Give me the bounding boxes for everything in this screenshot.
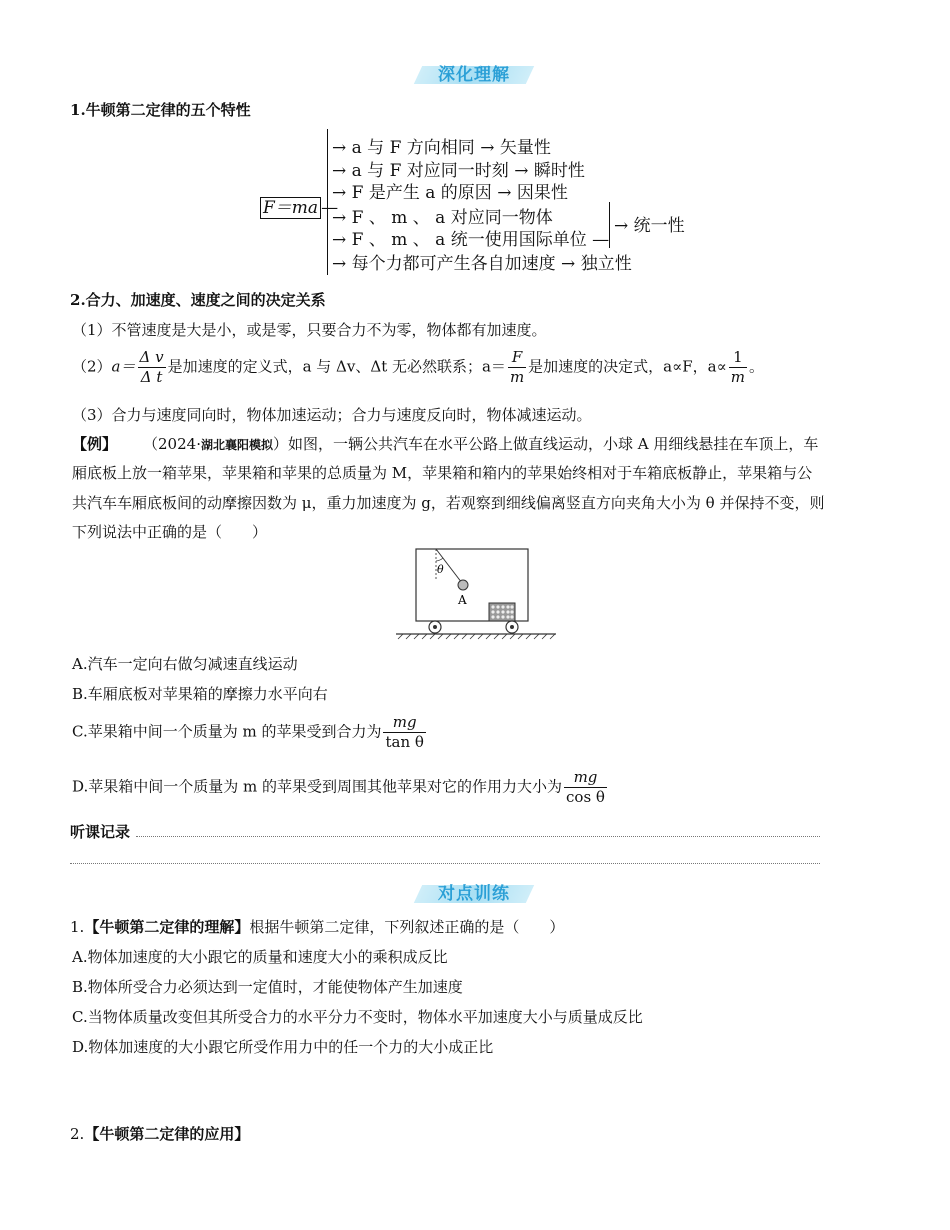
question-number: 1. [70, 918, 85, 936]
example-option-c[interactable] [72, 713, 428, 752]
notes-line-2[interactable] [70, 863, 820, 864]
example-source-name: 湖北襄阳模拟 [200, 438, 273, 452]
denominator: tan θ [385, 733, 424, 751]
question-tag: 【牛顿第二定律的应用】 [84, 1125, 250, 1143]
question-1-option-a[interactable]: A.物体加速度的大小跟它的质量和速度大小的乘积成反比 [72, 948, 448, 966]
brace-line [327, 129, 328, 275]
numerator: mg [564, 768, 607, 788]
point-2-line-3: （3）合力与速度同向时，物体加速运动；合力与速度反向时，物体减速运动。 [72, 406, 592, 424]
formula-lhs: a＝ [111, 357, 136, 376]
section-banner-practice [418, 882, 530, 906]
example-line-3: 共汽车车厢底板间的动摩擦因数为 μ，重力加速度为 g，若观察到细线偏离竖直方向夹角大小为 θ 并保持不变，则 [72, 494, 825, 512]
question-2-stem [70, 1123, 249, 1144]
denominator: Δ t [140, 368, 163, 386]
property-3: → F 是产生 a 的原因 → 因果性 [332, 183, 568, 203]
section-title: 深化理解 [438, 65, 510, 85]
section-banner-deepen [418, 63, 530, 87]
line-text: 是加速度的决定式，a∝F，a∝ [528, 357, 727, 376]
example-line-4: 下列说法中正确的是（ ） [72, 523, 268, 541]
option-text: C.苹果箱中间一个质量为 m 的苹果受到合力为 [72, 722, 382, 741]
denominator: m [730, 368, 746, 386]
ground-hatch [398, 634, 555, 639]
notes-label: 听课记录 [70, 823, 131, 841]
numerator: F [508, 348, 526, 368]
property-2: → a 与 F 对应同一时刻 → 瞬时性 [332, 161, 585, 181]
fraction-dv-dt [138, 348, 166, 387]
denominator: m [509, 368, 525, 386]
question-1-stem [70, 916, 564, 937]
question-number: 2. [70, 1125, 85, 1143]
theta-label: θ [437, 563, 444, 576]
numerator: Δ v [139, 348, 164, 366]
numerator: 1 [729, 348, 747, 368]
notes-line-1[interactable] [136, 836, 820, 837]
example-text: 如图，一辆公共汽车在水平公路上做直线运动，小球 A 用细线悬挂在车顶上，车 [288, 435, 819, 453]
heading-number: 1 [70, 101, 81, 119]
fraction-1-m [729, 348, 747, 387]
section-title: 对点训练 [438, 884, 510, 904]
example-line-2: 厢底板上放一箱苹果，苹果箱和苹果的总质量为 M，苹果箱和箱内的苹果始终相对于车箱底板静止，苹果箱与公 [72, 464, 813, 482]
fraction-mg-cos [564, 768, 607, 807]
heading-text: .牛顿第二定律的五个特性 [80, 101, 251, 119]
heading-number: 2 [70, 291, 81, 309]
example-tag: 【例】 [72, 435, 118, 453]
example-option-b[interactable]: B.车厢底板对苹果箱的摩擦力水平向右 [72, 685, 328, 703]
heading-text: .合力、加速度、速度之间的决定关系 [80, 291, 326, 309]
ball-label: A [458, 593, 467, 607]
formula-text: F＝ma [260, 197, 321, 219]
option-text: D.苹果箱中间一个质量为 m 的苹果受到周围其他苹果对它的作用力大小为 [72, 777, 563, 796]
property-4: → F 、 m 、 a 对应同一物体 [332, 208, 553, 228]
ball-a [458, 580, 468, 590]
bus-figure [392, 545, 560, 645]
line-text: 是加速度的定义式，a 与 Δv、Δt 无必然联系；a＝ [167, 357, 506, 376]
question-1-option-b[interactable]: B.物体所受合力必须达到一定值时，才能使物体产生加速度 [72, 978, 463, 996]
fraction-mg-tan [383, 713, 425, 752]
example-option-a[interactable]: A.汽车一定向右做匀减速直线运动 [72, 655, 298, 673]
property-5: → F 、 m 、 a 统一使用国际单位 — [332, 230, 610, 250]
property-1: → a 与 F 方向相同 → 矢量性 [332, 138, 551, 158]
question-1-option-d[interactable]: D.物体加速度的大小跟它所受作用力中的任一个力的大小成正比 [72, 1038, 494, 1056]
example-option-d[interactable] [72, 768, 609, 807]
point-2-line-2 [72, 348, 764, 387]
property-unity: → 统一性 [614, 216, 685, 236]
unity-brace-line [609, 202, 610, 248]
theta-arc [436, 558, 443, 561]
line-end: 。 [749, 357, 765, 376]
example-source-end: ） [272, 435, 288, 453]
formula-connector: — [321, 198, 339, 218]
property-6: → 每个力都可产生各自加速度 → 独立性 [332, 254, 632, 274]
fraction-f-m [508, 348, 526, 387]
question-text: 根据牛顿第二定律，下列叙述正确的是（ ） [249, 918, 565, 936]
example-source-year: （2024· [143, 435, 201, 453]
line-prefix: （2） [72, 357, 112, 376]
point-1-heading [70, 99, 251, 120]
denominator: cos θ [566, 788, 605, 806]
question-1-option-c[interactable]: C.当物体质量改变但其所受合力的水平分力不变时，物体水平加速度大小与质量成反比 [72, 1008, 643, 1026]
point-2-line-1: （1）不管速度是大是小，或是零，只要合力不为零，物体都有加速度。 [72, 321, 547, 339]
numerator: mg [383, 713, 425, 733]
point-2-heading [70, 289, 326, 310]
example-line-1 [72, 433, 818, 454]
question-tag: 【牛顿第二定律的理解】 [84, 918, 250, 936]
